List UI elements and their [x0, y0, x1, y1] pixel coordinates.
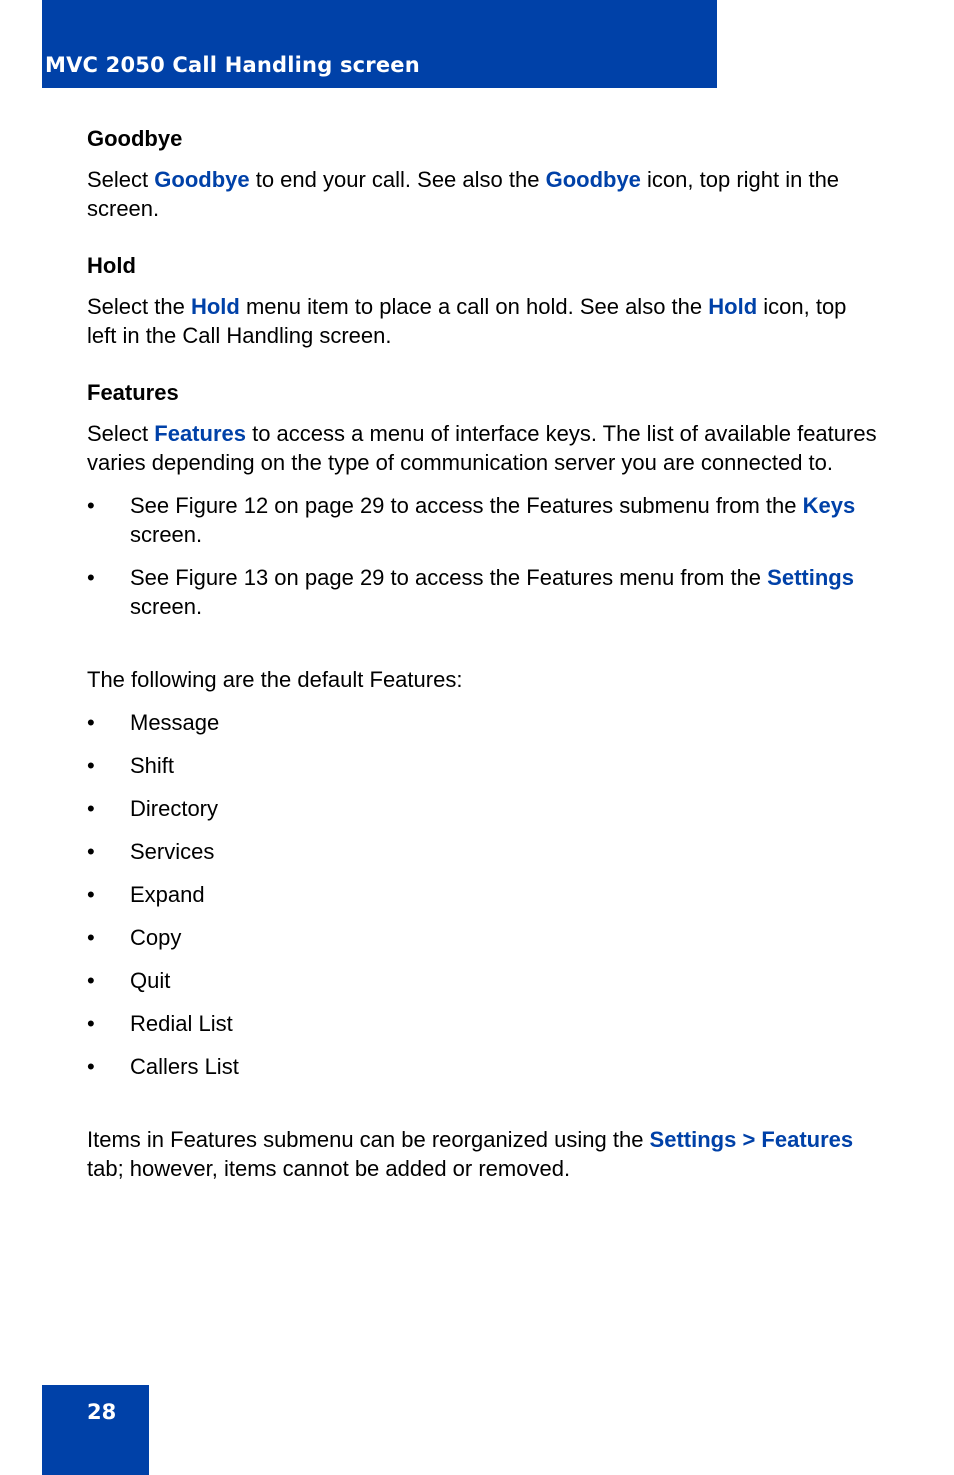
goodbye-paragraph — [87, 165, 877, 223]
list-item: • Callers List — [87, 1052, 877, 1081]
closing-paragraph — [87, 1125, 877, 1183]
bullet-text: See Figure 12 on page 29 to access the Features submenu from the — [130, 493, 803, 518]
hold-icon-link: Hold — [708, 294, 758, 319]
goodbye-text-2: to end your call. See also the — [249, 167, 546, 192]
closing-text-2: tab; however, items cannot be added or removed. — [87, 1156, 571, 1181]
goodbye-menu-link: Goodbye — [154, 167, 250, 192]
hold-text-3: icon, top left in the Call Handling screen. — [87, 294, 847, 348]
features-paragraph — [87, 419, 877, 477]
hold-heading: Hold — [87, 253, 136, 278]
features-menu-link: Features — [154, 421, 246, 446]
list-item: • Quit — [87, 966, 877, 995]
hold-paragraph — [87, 292, 877, 350]
goodbye-icon-link: Goodbye — [545, 167, 641, 192]
hold-text-1: Select the — [87, 294, 191, 319]
page-header-title: MVC 2050 Call Handling screen — [45, 53, 420, 77]
bullet-text-after: screen. — [130, 522, 203, 547]
section-goodbye — [87, 124, 877, 223]
section-hold — [87, 251, 877, 350]
bullet-text-after: screen. — [130, 594, 203, 619]
defaults-intro: The following are the default Features: — [87, 667, 463, 692]
settings-features-link: Settings > Features — [649, 1127, 854, 1152]
features-heading: Features — [87, 380, 179, 405]
default-features-list — [87, 708, 877, 1081]
closing-text-1: Items in Features submenu can be reorganized using the — [87, 1127, 650, 1152]
features-access-list — [87, 491, 877, 621]
keys-screen-link: Keys — [802, 493, 856, 518]
hold-text-2: menu item to place a call on hold. See also the — [239, 294, 709, 319]
list-item: • Expand — [87, 880, 877, 909]
bullet-text: See Figure 13 on page 29 to access the Features menu from the — [130, 565, 768, 590]
goodbye-text-1: Select — [87, 167, 155, 192]
list-item: • Copy — [87, 923, 877, 952]
list-item — [87, 563, 877, 621]
list-item: • Directory — [87, 794, 877, 823]
list-item — [87, 491, 877, 549]
features-text-2: to access a menu of interface keys. The list of available features varies depending on the type of communication server you are connected to. — [87, 421, 877, 475]
page-number: 28 — [87, 1400, 117, 1424]
section-features — [87, 378, 877, 1183]
page-number-box — [42, 1385, 149, 1475]
list-item: • Shift — [87, 751, 877, 780]
list-item: • Message — [87, 708, 877, 737]
goodbye-text-3: icon, top right in the screen. — [87, 167, 840, 221]
features-text-1: Select — [87, 421, 155, 446]
page-content — [87, 124, 877, 1183]
hold-menu-link: Hold — [190, 294, 240, 319]
list-item: • Services — [87, 837, 877, 866]
settings-screen-link: Settings — [767, 565, 854, 590]
list-item: • Redial List — [87, 1009, 877, 1038]
goodbye-heading: Goodbye — [87, 126, 183, 151]
